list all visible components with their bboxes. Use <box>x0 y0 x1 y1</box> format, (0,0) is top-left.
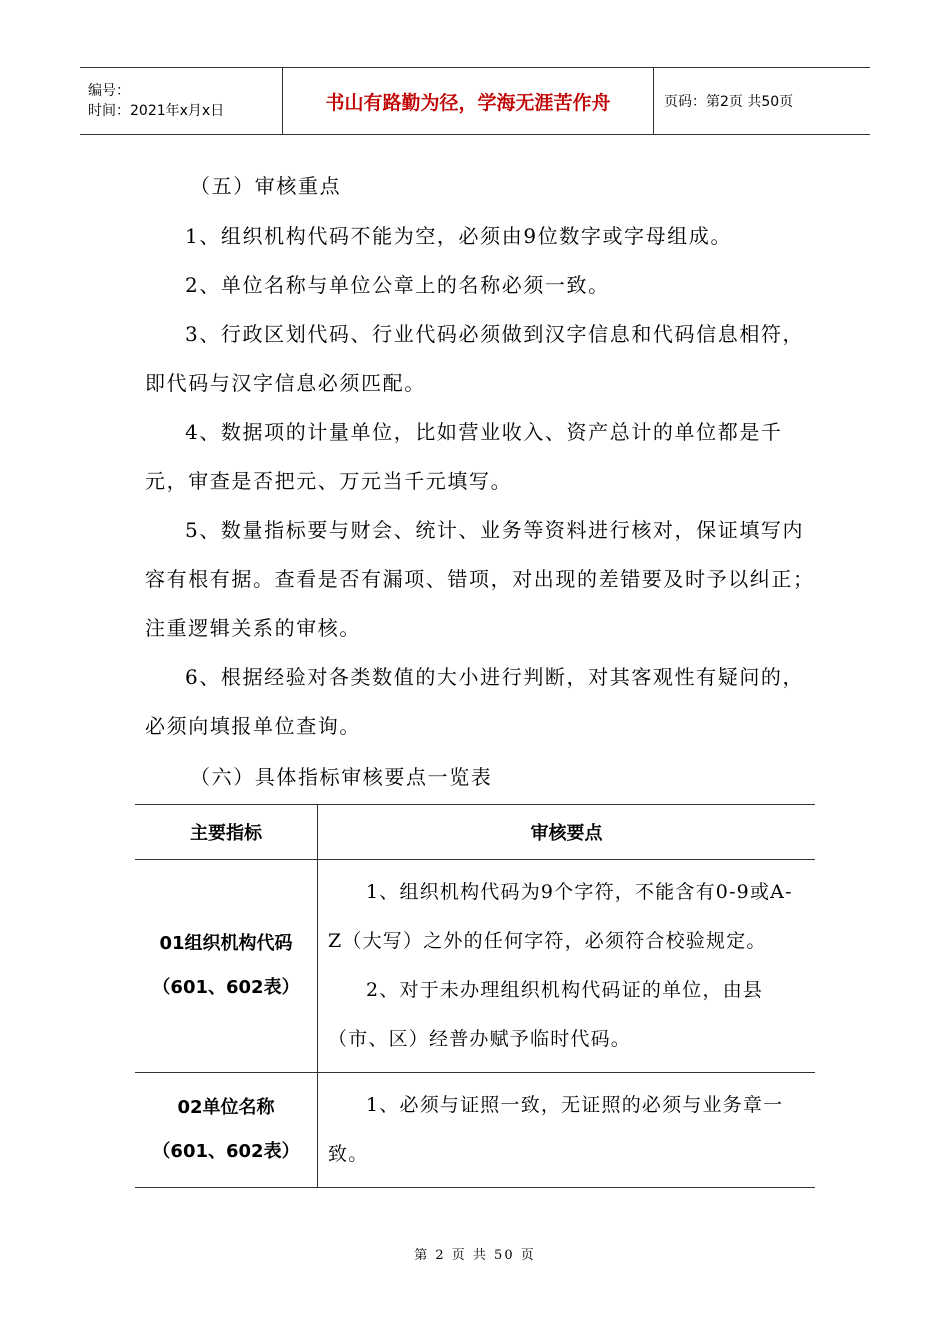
section-heading: （六）具体指标审核要点一览表 <box>190 765 493 789</box>
table-row <box>135 1073 815 1188</box>
review-point: 3、行政区划代码、行业代码必须做到汉字信息和代码信息相符，即代码与汉字信息必须匹配。 <box>145 322 805 395</box>
document-number-label: 编号： <box>88 83 130 99</box>
review-point: 6、根据经验对各类数值的大小进行判断，对其客观性有疑问的，必须向填报单位查询。 <box>145 665 805 738</box>
header-meta <box>80 68 282 134</box>
header-slogan: 书山有路勤为径，学海无涯苦作舟 <box>282 68 654 134</box>
review-point: 2、对于未办理组织机构代码证的单位，由县（市、区）经普办赋予临时代码。 <box>328 979 764 1050</box>
indicator-review-table <box>135 804 815 1188</box>
section-heading: （五）审核重点 <box>190 174 342 198</box>
review-points-cell <box>318 860 816 1073</box>
indicator-cell <box>135 860 318 1073</box>
document-body <box>145 160 815 803</box>
review-point: 1、必须与证照一致，无证照的必须与业务章一致。 <box>328 1094 784 1165</box>
indicator-name: 02单位名称 <box>177 1097 275 1118</box>
review-point: 1、组织机构代码为9个字符，不能含有0-9或A-Z（大写）之外的任何字符，必须符合校验规定。 <box>328 881 793 952</box>
review-points-cell <box>318 1073 816 1188</box>
page-header <box>80 67 870 135</box>
review-point: 4、数据项的计量单位，比如营业收入、资产总计的单位都是千元，审查是否把元、万元当千元填写。 <box>145 420 783 493</box>
document-date: 时间：2021年x月x日 <box>88 103 225 119</box>
table-row <box>135 860 815 1073</box>
review-point: 2、单位名称与单位公章上的名称必须一致。 <box>185 273 610 297</box>
page-footer: 第 2 页 共 50 页 <box>414 1248 536 1263</box>
indicator-name: 01组织机构代码 <box>159 933 293 954</box>
column-header-review-points: 审核要点 <box>318 805 816 860</box>
indicator-cell <box>135 1073 318 1188</box>
column-header-indicator: 主要指标 <box>135 805 318 860</box>
table-header-row <box>135 805 815 860</box>
indicator-forms: （601、602表） <box>152 1141 300 1162</box>
indicator-forms: （601、602表） <box>152 977 300 998</box>
header-page-info: 页码：第2页 共50页 <box>664 94 794 110</box>
review-point: 1、组织机构代码不能为空，必须由9位数字或字母组成。 <box>185 224 733 248</box>
review-point: 5、数量指标要与财会、统计、业务等资料进行核对，保证填写内容有根有据。查看是否有漏项、错项，对出现的差错要及时予以纠正；注重逻辑关系的审核。 <box>145 518 815 640</box>
